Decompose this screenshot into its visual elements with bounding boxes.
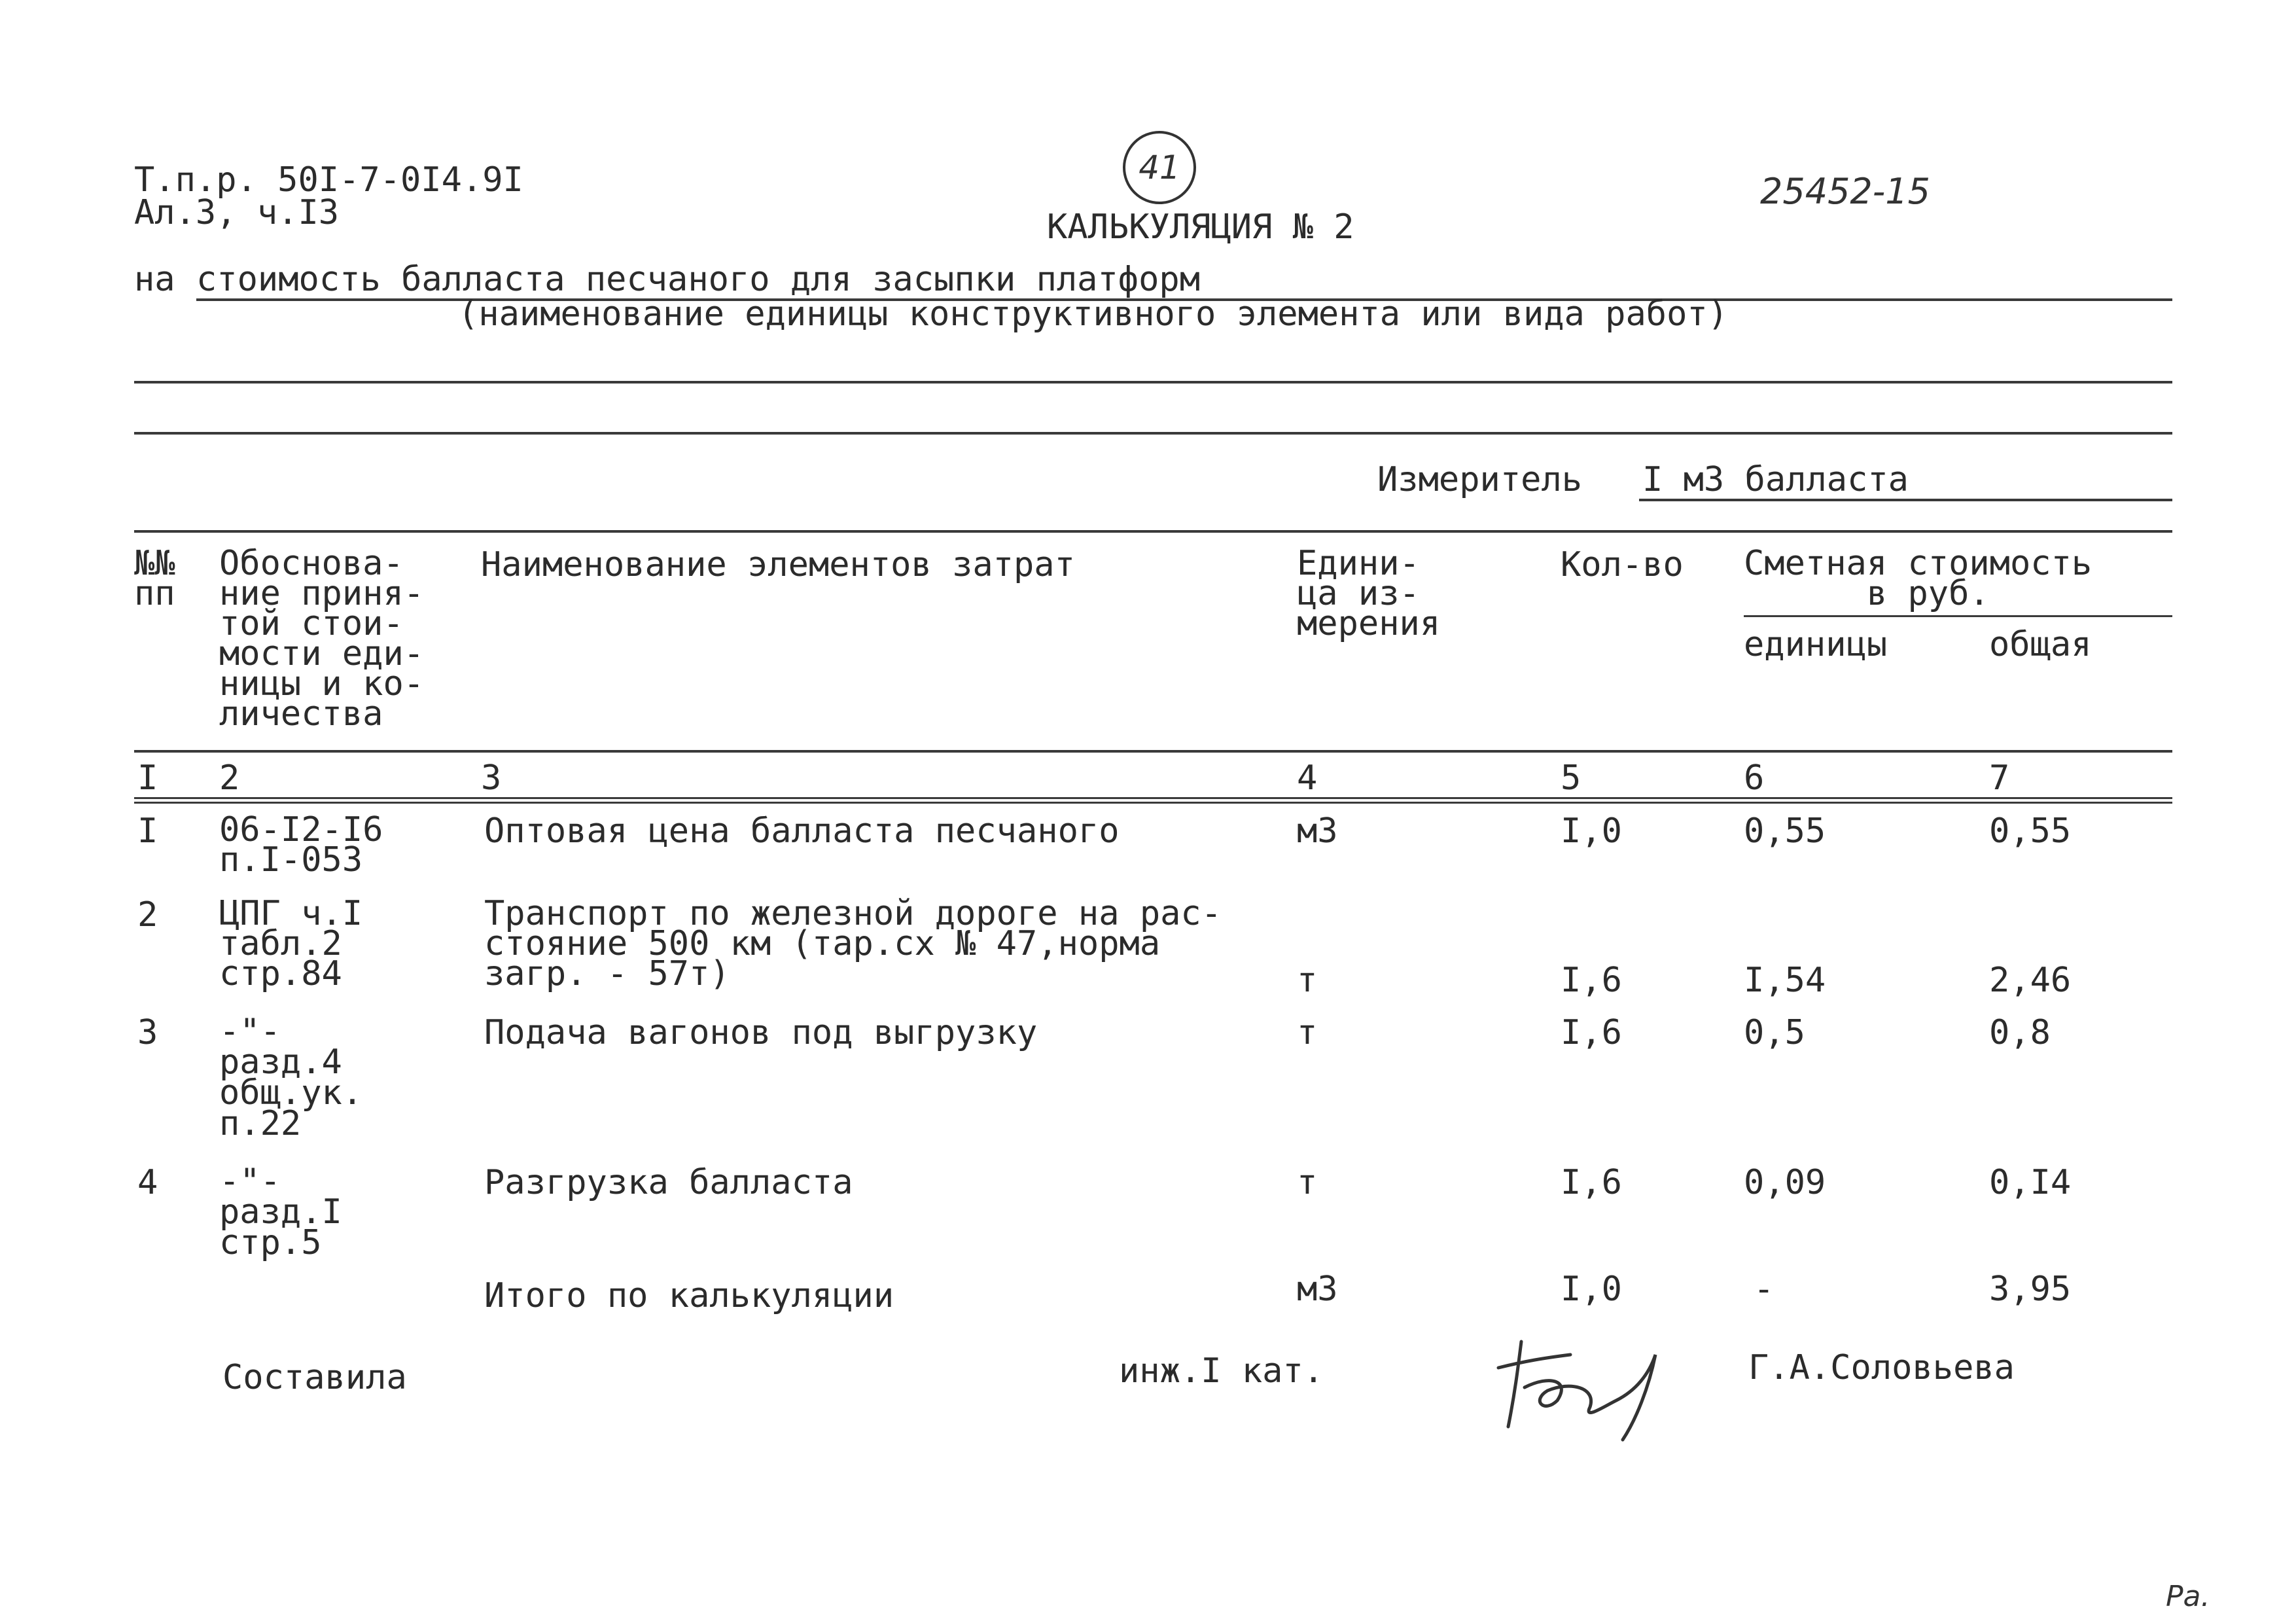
header-col-3: Наименование элементов затрат [481, 545, 1075, 584]
cost-group-divider [1744, 615, 2172, 617]
row-2-name: Транспорт по железной дороге на рас- стояние 500 км (тар.сх № 47,норма загр. - 57т) [484, 894, 1222, 993]
compiler-position: инж.I кат. [1119, 1351, 1324, 1391]
header-col-1: №№ пп [134, 544, 175, 613]
row-1-unit: м3 [1297, 812, 1338, 851]
measure-label: Измеритель [1377, 460, 1583, 499]
row-3-unit: т [1297, 1013, 1318, 1052]
row-4-unit-cost: 0,09 [1744, 1163, 1826, 1202]
row-1-unit-cost: 0,55 [1744, 812, 1826, 851]
row-2-qty: I,6 [1561, 961, 1622, 1000]
summary-name: Итого по калькуляции [484, 1276, 894, 1315]
document-title: КАЛЬКУЛЯЦИЯ № 2 [1047, 207, 1354, 247]
subject-text: стоимость балласта песчаного для засыпки платформ [196, 260, 1201, 299]
row-2-basis: ЦПГ ч.I табл.2 стр.84 [219, 894, 363, 993]
row-3-name: Подача вагонов под выгрузку [484, 1013, 1038, 1052]
ref-line-2: Ал.3, ч.I3 [134, 193, 340, 232]
row-4-basis: -"- разд.I стр.5 [219, 1162, 342, 1262]
row-3-qty: I,6 [1561, 1013, 1622, 1052]
row-4-unit: т [1297, 1163, 1318, 1202]
row-4-total: 0,I4 [1989, 1163, 2072, 1202]
blank-line-2 [134, 432, 2172, 435]
row-1-basis: 06-I2-I6 п.I-053 [219, 810, 383, 880]
row-1-total: 0,55 [1989, 812, 2072, 851]
subject-caption: (наименование единицы конструктивного элемента или вида работ) [458, 294, 1729, 334]
signature-image [1485, 1329, 1695, 1446]
header-col-5: Кол-во [1561, 545, 1684, 584]
header-cost-group: Сметная стоимость в руб. [1744, 544, 2093, 613]
row-2-unit: т [1297, 961, 1318, 1000]
row-2-num: 2 [137, 895, 158, 935]
row-3-basis: -"- разд.4 общ.ук. п.22 [219, 1012, 363, 1143]
row-1-name: Оптовая цена балласта песчаного [484, 812, 1120, 851]
column-number-6: 6 [1744, 758, 1765, 798]
page-number: 41 [1139, 149, 1180, 187]
row-3-total: 0,8 [1989, 1013, 2051, 1052]
summary-unit-cost: - [1754, 1270, 1775, 1309]
compiler-name: Г.А.Соловьева [1748, 1348, 2015, 1387]
row-1-qty: I,0 [1561, 812, 1622, 851]
row-4-num: 4 [137, 1163, 158, 1202]
measure-value: I м3 балласта [1642, 460, 1909, 499]
row-2-unit-cost: I,54 [1744, 961, 1826, 1000]
column-number-4: 4 [1297, 758, 1318, 798]
measure-underline [1639, 499, 2172, 501]
column-number-3: 3 [481, 758, 502, 798]
archive-number: 25452-15 [1760, 171, 1930, 212]
header-col-7: общая [1989, 625, 2092, 664]
row-3-unit-cost: 0,5 [1744, 1013, 1805, 1052]
page-number-circle [1123, 131, 1196, 204]
ref-line-1: Т.п.р. 50I-7-0I4.9I [134, 160, 523, 200]
column-number-7: 7 [1989, 758, 2010, 798]
row-1-num: I [137, 812, 158, 851]
header-bottom-line [134, 750, 2172, 753]
header-col-4: Едини- ца из- мерения [1297, 544, 1441, 643]
summary-unit: м3 [1297, 1270, 1338, 1309]
header-col-2: Обоснова- ние приня- той стои- мости еди- ницы и ко- личества [219, 544, 425, 734]
row-2-total: 2,46 [1989, 961, 2072, 1000]
row-4-qty: I,6 [1561, 1163, 1622, 1202]
blank-line-1 [134, 381, 2172, 383]
column-numbers-bottom-line [134, 797, 2172, 804]
initials-mark: Ра. [2166, 1580, 2210, 1613]
subject-prefix: на [134, 260, 175, 299]
summary-total: 3,95 [1989, 1270, 2072, 1309]
column-number-1: I [137, 758, 158, 798]
table-top-line [134, 530, 2172, 533]
column-number-5: 5 [1561, 758, 1581, 798]
column-number-2: 2 [219, 758, 240, 798]
compiled-label: Составила [222, 1358, 407, 1397]
summary-qty: I,0 [1561, 1270, 1622, 1309]
row-4-name: Разгрузка балласта [484, 1163, 853, 1202]
row-3-num: 3 [137, 1013, 158, 1052]
header-col-6: единицы [1744, 625, 1888, 664]
